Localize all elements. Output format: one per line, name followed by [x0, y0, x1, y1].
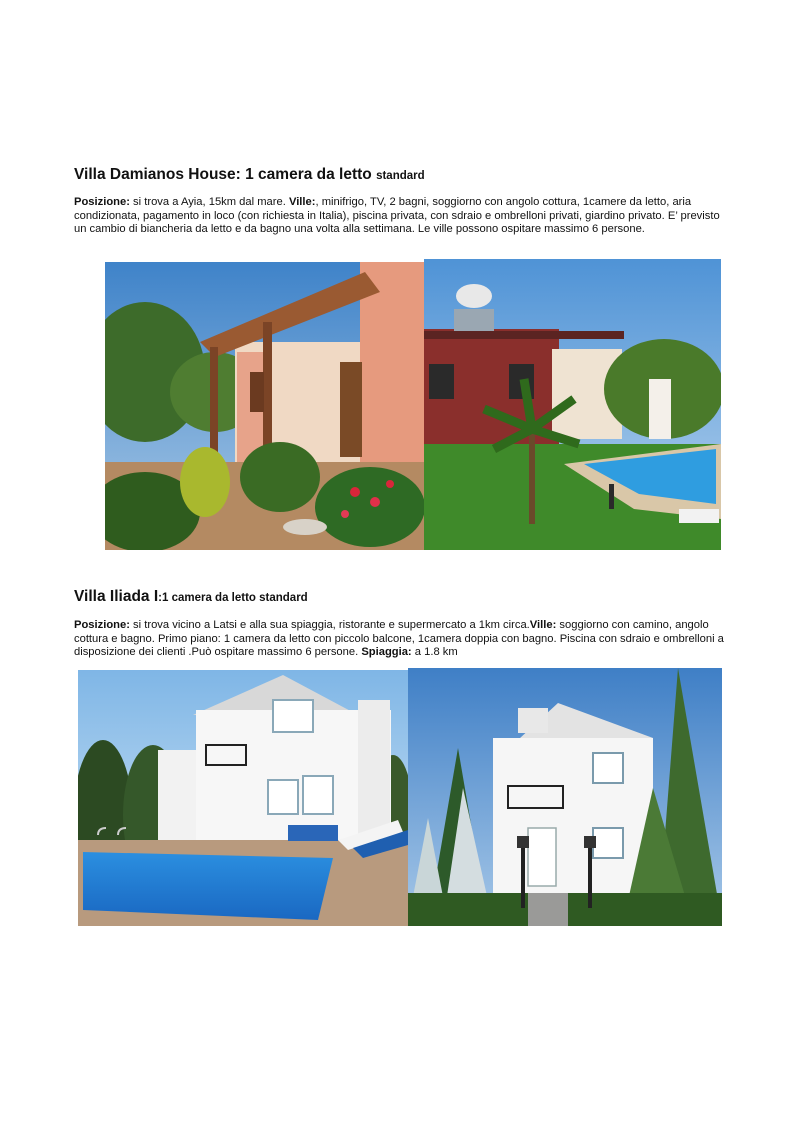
villa-iliada-description: [74, 619, 726, 660]
villa-iliada-title: [74, 588, 308, 606]
villa-damianos-photo-garden: [105, 262, 424, 550]
villa-damianos-details-text: , minifrigo, TV, 2 bagni, soggiorno con angolo cottura, 1camere da letto, aria condizionata, pagamento in loco (con richiesta in Italia), piscina privata, con sdraio e ombrelloni privati, giardino privato. E’ previsto un cambio di biancheria da letto e da bagno una volta alla settimana. Le ville possono ospitare massimo 6 persone.: [74, 196, 720, 236]
villa-damianos-photo-pool: [424, 259, 721, 550]
villa-iliada-title-suffix: :1 camera da letto standard: [158, 592, 308, 604]
villa-iliada-title-main: Villa Iliada I: [74, 588, 159, 605]
spiaggia-label: Spiaggia:: [361, 646, 412, 659]
ville-label: Ville:: [288, 196, 316, 208]
posizione-label: Posizione:: [74, 619, 130, 631]
villa-iliada-beach-text: a 1.8 km: [411, 646, 458, 659]
villa-damianos-description: [74, 196, 726, 237]
villa-damianos-title: [74, 166, 425, 184]
villa-iliada-photo-front: [408, 668, 722, 926]
villa-damianos-location-text: si trova a Ayia, 15km dal mare.: [129, 196, 289, 208]
villa-iliada-photo-pool: [78, 670, 408, 926]
posizione-label: Posizione:: [74, 196, 130, 208]
villa-iliada-details-text: soggiorno con camino, angolo cottura e bagno. Primo piano: 1 camera da letto con piccolo balcone, 1camera doppia con bagno. Piscina con sdraio e ombrelloni a disposizione dei clienti .Può ospitare massimo 6 persone.: [74, 619, 724, 659]
villa-damianos-title-main: Villa Damianos House: 1 camera da letto: [74, 166, 377, 183]
ville-label: Ville:: [529, 619, 557, 631]
villa-iliada-location-text: si trova vicino a Latsi e alla sua spiaggia, ristorante e supermercato a 1km circa.: [129, 619, 530, 631]
villa-damianos-title-suffix: standard: [376, 170, 425, 182]
